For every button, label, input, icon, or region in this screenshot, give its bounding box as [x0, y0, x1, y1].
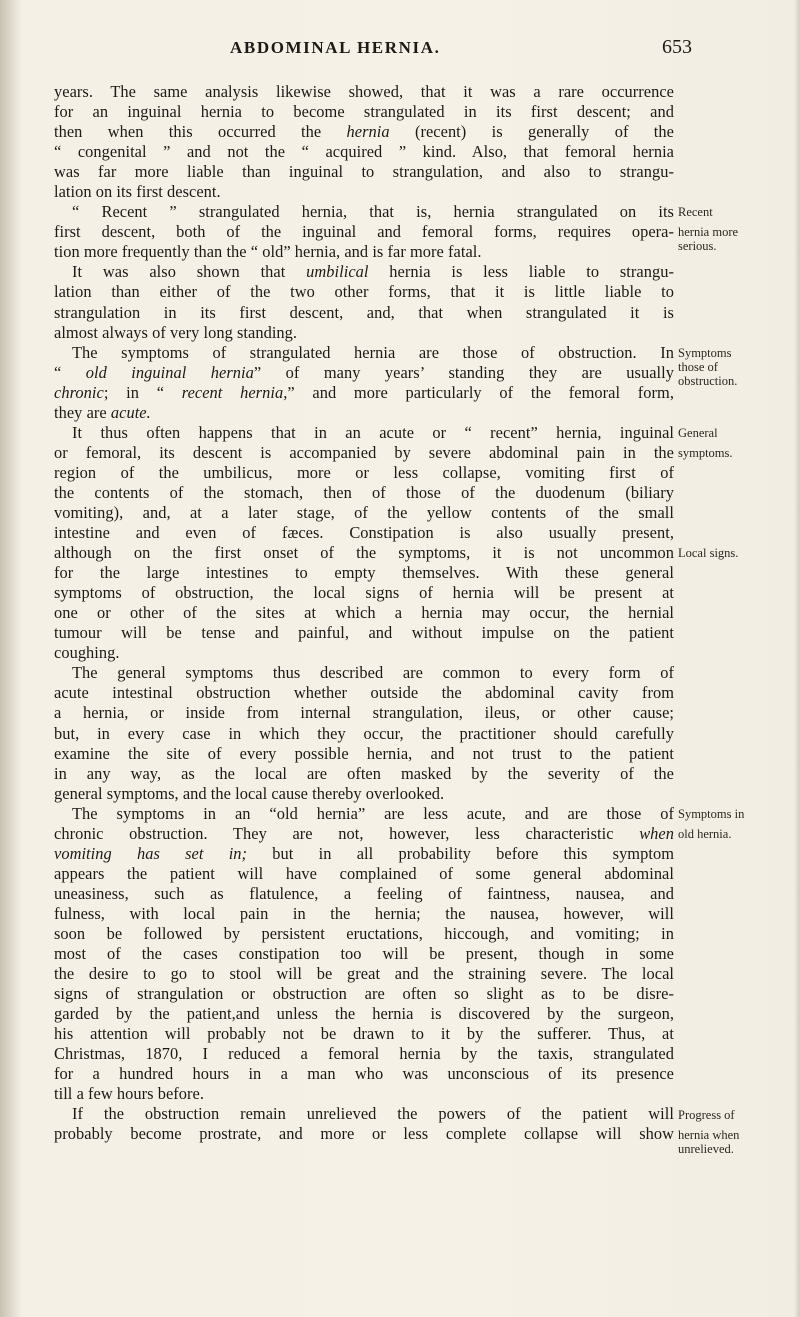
margin-note: hernia more: [678, 225, 739, 240]
text-line: strangulation in its first descent, and, that when strangulated it is: [54, 302, 674, 322]
text-line: The symptoms in an “old hernia” are less acute, and are those of: [72, 803, 674, 823]
running-title: ABDOMINAL HERNIA.: [230, 38, 441, 57]
text-line: “ old inguinal hernia” of many years’ standing they are usually: [54, 362, 674, 382]
text-line: vomiting has set in; but in all probability before this symptom: [54, 843, 675, 863]
text-line: his attention will probably not be drawn to it by the sufferer. Thus, at: [54, 1024, 674, 1044]
italic-text: vomiting has set in;: [54, 843, 248, 863]
margin-note: hernia when: [678, 1127, 740, 1142]
margin-note: Local signs.: [678, 546, 739, 561]
text-line: coughing.: [54, 643, 120, 663]
text-line: the contents of the stomach, then of those of the duodenum (biliary: [54, 482, 674, 502]
margin-note: Progress of: [678, 1107, 735, 1122]
text-line: fulness, with local pain in the hernia; the nausea, however, will: [54, 903, 674, 923]
margin-note: serious.: [678, 239, 717, 254]
text-line: vomiting), and, at a later stage, of the yellow contents of the small: [54, 502, 674, 522]
margin-note: Recent: [678, 205, 713, 220]
text-line: chronic; in “ recent hernia,” and more particularly of the femoral form,: [54, 382, 674, 402]
text-line: symptoms of obstruction, the local signs of hernia will be present at: [54, 583, 674, 603]
text-line: garded by the patient,and unless the hernia is discovered by the surgeon,: [54, 1004, 674, 1024]
italic-text: hernia: [346, 122, 390, 142]
text-line: The symptoms of strangulated hernia are those of obstruction. In: [72, 342, 674, 362]
text-line: lation on its first descent.: [54, 182, 221, 202]
text-line: for a hundred hours in a man who was unconscious of its presence: [54, 1064, 674, 1084]
margin-note: those of: [678, 359, 718, 374]
italic-text: acute.: [110, 402, 151, 422]
text-line: “ Recent ” strangulated hernia, that is, hernia strangulated on its: [72, 202, 674, 222]
text-line: although on the first onset of the symptoms, it is not uncommon: [54, 543, 674, 563]
text-line: first descent, both of the inguinal and femoral forms, requires opera-: [54, 222, 674, 242]
text-line: region of the umbilicus, more or less collapse, vomiting first of: [54, 462, 674, 482]
text-line: chronic obstruction. They are not, however, less characteristic when: [54, 823, 674, 843]
text-line: intestine and even of fæces. Constipation is also usually present,: [54, 523, 674, 543]
text-line: for an inguinal hernia to become strangulated in its first descent; and: [54, 102, 674, 122]
page-number: 653: [662, 36, 692, 58]
italic-text: umbilical: [306, 262, 369, 282]
text-line: uneasiness, such as flatulence, a feeling of faintness, nausea, and: [54, 883, 674, 903]
text-line: If the obstruction remain unrelieved the powers of the patient will: [72, 1104, 674, 1124]
binding-shadow: [0, 0, 22, 1317]
italic-text: chronic: [54, 382, 104, 402]
text-line: till a few hours before.: [54, 1084, 205, 1104]
text-line: the desire to go to stool will be great and the straining severe. The local: [54, 964, 674, 984]
text-line: one or other of the sites at which a hernia may occur, the hernial: [54, 603, 674, 623]
text-line: examine the site of every possible hernia, and not trust to the patient: [54, 743, 674, 763]
body-text: [54, 82, 674, 1144]
text-line: tion more frequently than the “ old” hernia, and is far more fatal.: [54, 242, 482, 262]
text-line: they are acute.: [54, 402, 151, 422]
margin-note: Symptoms in: [678, 806, 745, 821]
margin-note: General: [678, 425, 718, 440]
page-edge: [794, 0, 800, 1317]
margin-note: obstruction.: [678, 373, 738, 388]
text-line: acute intestinal obstruction whether outside the abdominal cavity from: [54, 683, 674, 703]
text-line: most of the cases constipation too will be present, though in some: [54, 944, 674, 964]
text-line: was far more liable than inguinal to strangulation, and also to strangu-: [54, 162, 674, 182]
text-line: soon be followed by persistent eructations, hiccough, and vomiting; in: [54, 923, 674, 943]
text-line: years. The same analysis likewise showed, that it was a rare occurrence: [54, 82, 674, 101]
text-line: It thus often happens that in an acute or “ recent” hernia, inguinal: [72, 422, 674, 442]
italic-text: when: [639, 823, 674, 843]
running-head: [40, 38, 760, 62]
text-line: but, in every case in which they occur, the practitioner should carefully: [54, 723, 674, 743]
margin-note: symptoms.: [678, 445, 733, 460]
margin-note: unrelieved.: [678, 1141, 734, 1156]
margin-note: old hernia.: [678, 826, 732, 841]
text-line: probably become prostrate, and more or less complete collapse will show: [54, 1124, 674, 1144]
text-line: “ congenital ” and not the “ acquired ” kind. Also, that femoral hernia: [54, 142, 674, 162]
text-line: a hernia, or inside from internal strangulation, ileus, or other cause;: [54, 703, 674, 723]
text-line: signs of strangulation or obstruction are often so slight as to be disre-: [54, 984, 674, 1004]
text-line: The general symptoms thus described are common to every form of: [72, 663, 674, 683]
italic-text: old inguinal hernia: [85, 362, 254, 382]
italic-text: recent hernia,: [181, 382, 288, 402]
text-line: appears the patient will have complained of some general abdominal: [54, 863, 674, 883]
text-line: in any way, as the local are often masked by the severity of the: [54, 763, 674, 783]
text-line: It was also shown that umbilical hernia is less liable to strangu-: [72, 262, 674, 282]
margin-note: Symptoms: [678, 345, 732, 360]
text-line: general symptoms, and the local cause thereby overlooked.: [54, 783, 445, 803]
text-line: lation than either of the two other forms, that it is little liable to: [54, 282, 674, 302]
text-line: for the large intestines to empty themselves. With these general: [54, 563, 674, 583]
text-line: Christmas, 1870, I reduced a femoral hernia by the taxis, strangulated: [54, 1044, 674, 1064]
text-line: tumour will be tense and painful, and without impulse on the patient: [54, 623, 674, 643]
text-line: almost always of very long standing.: [54, 322, 298, 342]
text-line: or femoral, its descent is accompanied by severe abdominal pain in the: [54, 442, 674, 462]
text-line: then when this occurred the hernia (recent) is generally of the: [54, 122, 674, 142]
